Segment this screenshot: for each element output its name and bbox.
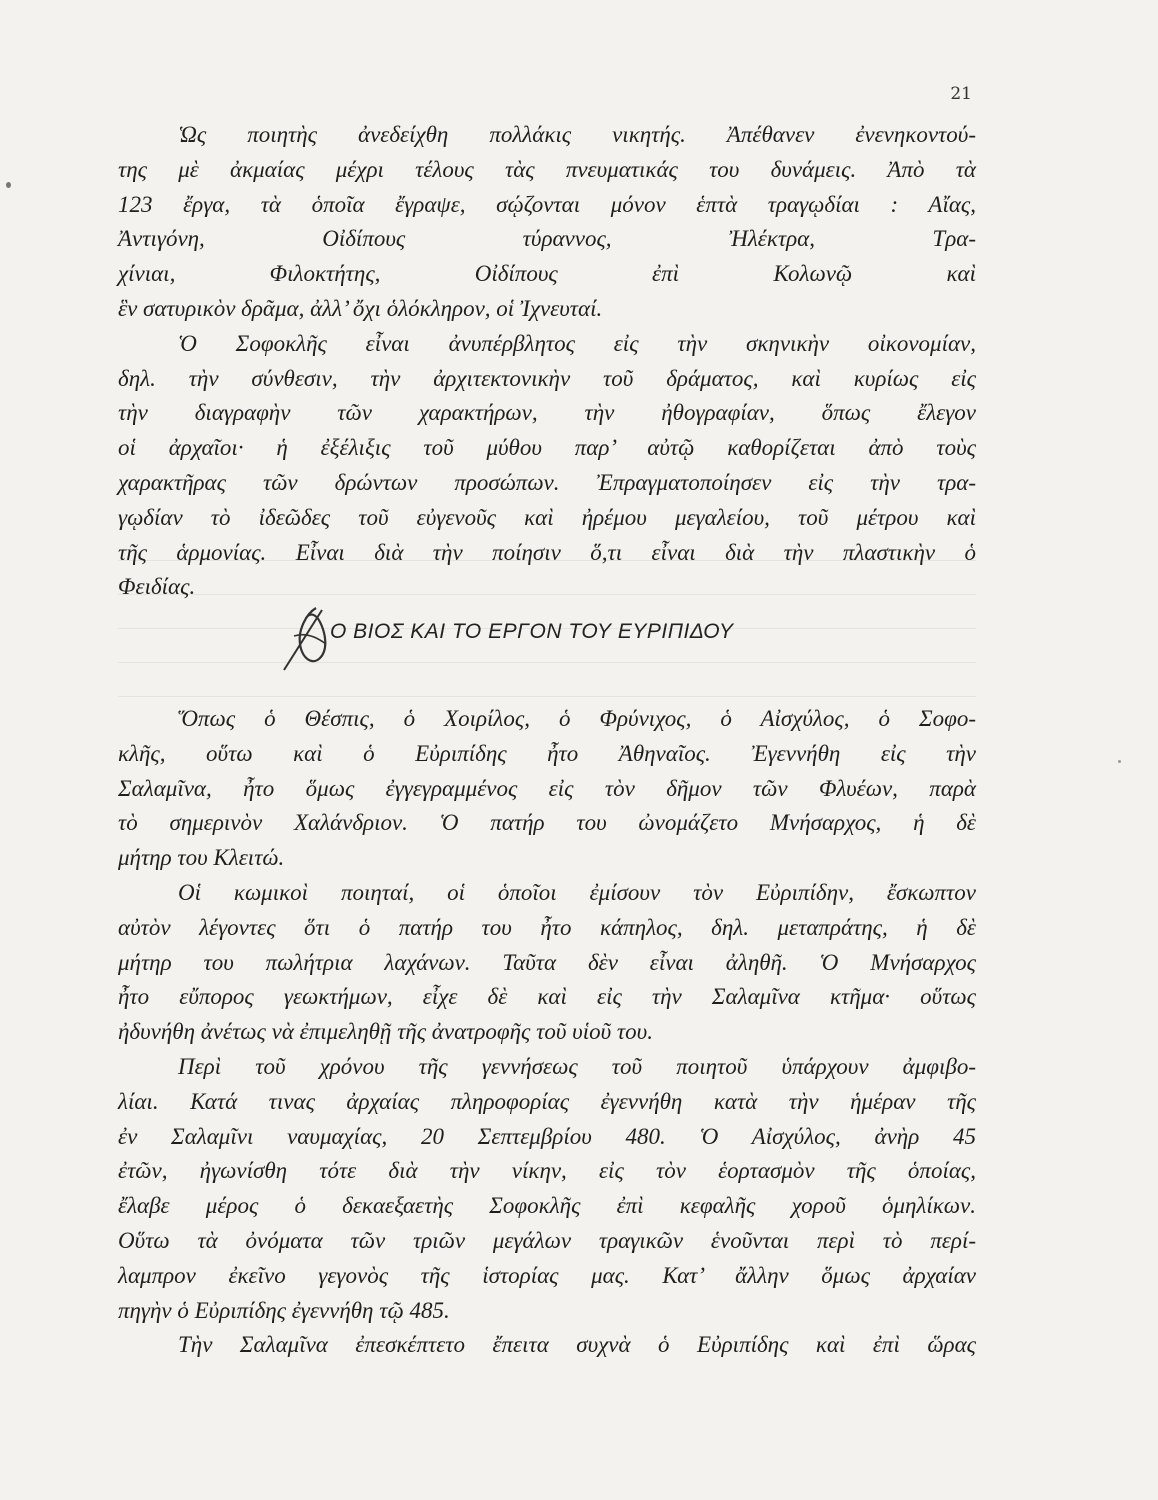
- paragraph: [118, 1050, 976, 1328]
- text-block-bottom: [118, 702, 976, 1363]
- text-line: κλῆς, οὕτω καὶ ὁ Εὐριπίδης ἦτο Ἀθηναῖος. Ἐγεννήθη εἰς τὴν: [118, 740, 976, 766]
- text-line: αὐτὸν λέγοντες ὅτι ὁ πατήρ του ἦτο κάπηλος, δηλ. μεταπράτης, ἡ δὲ: [118, 914, 976, 940]
- text-line: χίνιαι, Φιλοκτήτης, Οἰδίπους ἐπὶ Κολωνῷ καὶ: [118, 261, 976, 287]
- text-line: Ἀντιγόνη, Οἰδίπους τύραννος, Ἠλέκτρα, Τρα-: [118, 226, 976, 252]
- text-line: ἓν σατυρικὸν δρᾶμα, ἀλλ’ ὄχι ὁλόκληρον, οἱ Ἰχνευταί.: [118, 295, 603, 321]
- text-line: Ὅπως ὁ Θέσπις, ὁ Χοιρίλος, ὁ Φρύνιχος, ὁ Αἰσχύλος, ὁ Σοφο-: [178, 706, 976, 731]
- section-heading: Ο ΒΙΟΣ ΚΑΙ ΤΟ ΕΡΓΟΝ ΤΟΥ ΕΥΡΙΠΙΔΟΥ: [330, 620, 734, 643]
- text-line: δηλ. τὴν σύνθεσιν, τὴν ἀρχιτεκτονικὴν τοῦ δράματος, καὶ κυρίως εἰς: [118, 365, 976, 391]
- text-line: Ὡς ποιητὴς ἀνεδείχθη πολλάκις νικητής. Ἀπέθανεν ἐνενηκοντού-: [178, 122, 976, 147]
- paper-speck: [6, 182, 11, 188]
- paragraph: [118, 876, 976, 1050]
- text-line: γῳδίαν τὸ ἰδεῶδες τοῦ εὐγενοῦς καὶ ἠρέμου μεγαλείου, τοῦ μέτρου καὶ: [118, 504, 976, 530]
- text-line: Περὶ τοῦ χρόνου τῆς γεννήσεως τοῦ ποιητοῦ ὑπάρχουν ἀμφιβο-: [178, 1053, 976, 1079]
- paragraph: [118, 327, 976, 605]
- text-line: τῆς ἁρμονίας. Εἶναι διὰ τὴν ποίησιν ὅ,τι εἶναι διὰ τὴν πλαστικὴν ὁ: [118, 539, 976, 565]
- text-line: ἐτῶν, ἠγωνίσθη τότε διὰ τὴν νίκην, εἰς τὸν ἑορτασμὸν τῆς ὁποίας,: [118, 1158, 976, 1184]
- paragraph: [118, 1328, 976, 1363]
- text-line: ἐν Σαλαμῖνι ναυμαχίας, 20 Σεπτεμβρίου 480. Ὁ Αἰσχύλος, ἀνὴρ 45: [118, 1123, 976, 1149]
- text-line: Οἱ κωμικοὶ ποιηταί, οἱ ὁποῖοι ἐμίσουν τὸν Εὐριπίδην, ἔσκωπτον: [178, 879, 976, 905]
- text-line: τὸ σημερινὸν Χαλάνδριον. Ὁ πατήρ του ὠνομάζετο Μνήσαρχος, ἡ δὲ: [118, 810, 976, 836]
- text-line: Φειδίας.: [118, 574, 196, 600]
- text-line: Οὕτω τὰ ὀνόματα τῶν τριῶν μεγάλων τραγικῶν ἑνοῦνται περὶ τὸ περί-: [118, 1227, 976, 1253]
- text-line: μήτηρ του Κλειτώ.: [118, 845, 285, 871]
- text-line: λίαι. Κατά τινας ἀρχαίας πληροφορίας ἐγεννήθη κατὰ τὴν ἡμέραν τῆς: [118, 1088, 976, 1114]
- text-line: Σαλαμῖνα, ἦτο ὅμως ἐγγεγραμμένος εἰς τὸν δῆμον τῶν Φλυέων, παρὰ: [118, 775, 976, 801]
- text-line: ἦτο εὔπορος γεωκτήμων, εἶχε δὲ καὶ εἰς τὴν Σαλαμῖνα κτῆμα· οὕτως: [118, 984, 976, 1010]
- page-number: 21: [950, 84, 972, 104]
- text-line: Ὁ Σοφοκλῆς εἶναι ἀνυπέρβλητος εἰς τὴν σκηνικὴν οἰκονομίαν,: [178, 330, 976, 356]
- paragraph: [118, 702, 976, 876]
- text-line: μήτηρ του πωλήτρια λαχάνων. Ταῦτα δὲν εἶναι ἀληθῆ. Ὁ Μνήσαρχος: [118, 949, 976, 975]
- text-block-top: [118, 118, 976, 605]
- text-line: 123 ἔργα, τὰ ὁποῖα ἔγραψε, σῴζονται μόνον ἑπτὰ τραγῳδίαι : Αἴας,: [118, 191, 976, 217]
- text-line: λαμπρον ἐκεῖνο γεγονὸς τῆς ἱστορίας μας. Κατ’ ἄλλην ὅμως ἀρχαίαν: [118, 1262, 976, 1288]
- text-line: οἱ ἀρχαῖοι· ἡ ἐξέλιξις τοῦ μύθου παρ’ αὐτῷ καθορίζεται ἀπὸ τοὺς: [118, 435, 976, 461]
- text-line: ἔλαβε μέρος ὁ δεκαεξαετὴς Σοφοκλῆς ἐπὶ κεφαλῆς χοροῦ ὁμηλίκων.: [118, 1193, 976, 1219]
- text-line: της μὲ ἀκμαίας μέχρι τέλους τὰς πνευματικάς του δυνάμεις. Ἀπὸ τὰ: [118, 156, 976, 182]
- text-line: Τὴν Σαλαμῖνα ἐπεσκέπτετο ἔπειτα συχνὰ ὁ Εὐριπίδης καὶ ἐπὶ ὥρας: [178, 1332, 976, 1358]
- paragraph: [118, 118, 976, 327]
- paper-speck: [1118, 760, 1121, 763]
- text-line: χαρακτῆρας τῶν δρώντων προσώπων. Ἐπραγματοποίησεν εἰς τὴν τρα-: [118, 469, 976, 495]
- text-line: πηγὴν ὁ Εὐριπίδης ἐγεννήθη τῷ 485.: [118, 1297, 450, 1323]
- text-line: τὴν διαγραφὴν τῶν χαρακτήρων, τὴν ἠθογραφίαν, ὅπως ἔλεγον: [118, 400, 976, 426]
- text-line: ἠδυνήθη ἀνέτως νὰ ἐπιμεληθῇ τῆς ἀνατροφῆς τοῦ υἱοῦ του.: [118, 1019, 653, 1045]
